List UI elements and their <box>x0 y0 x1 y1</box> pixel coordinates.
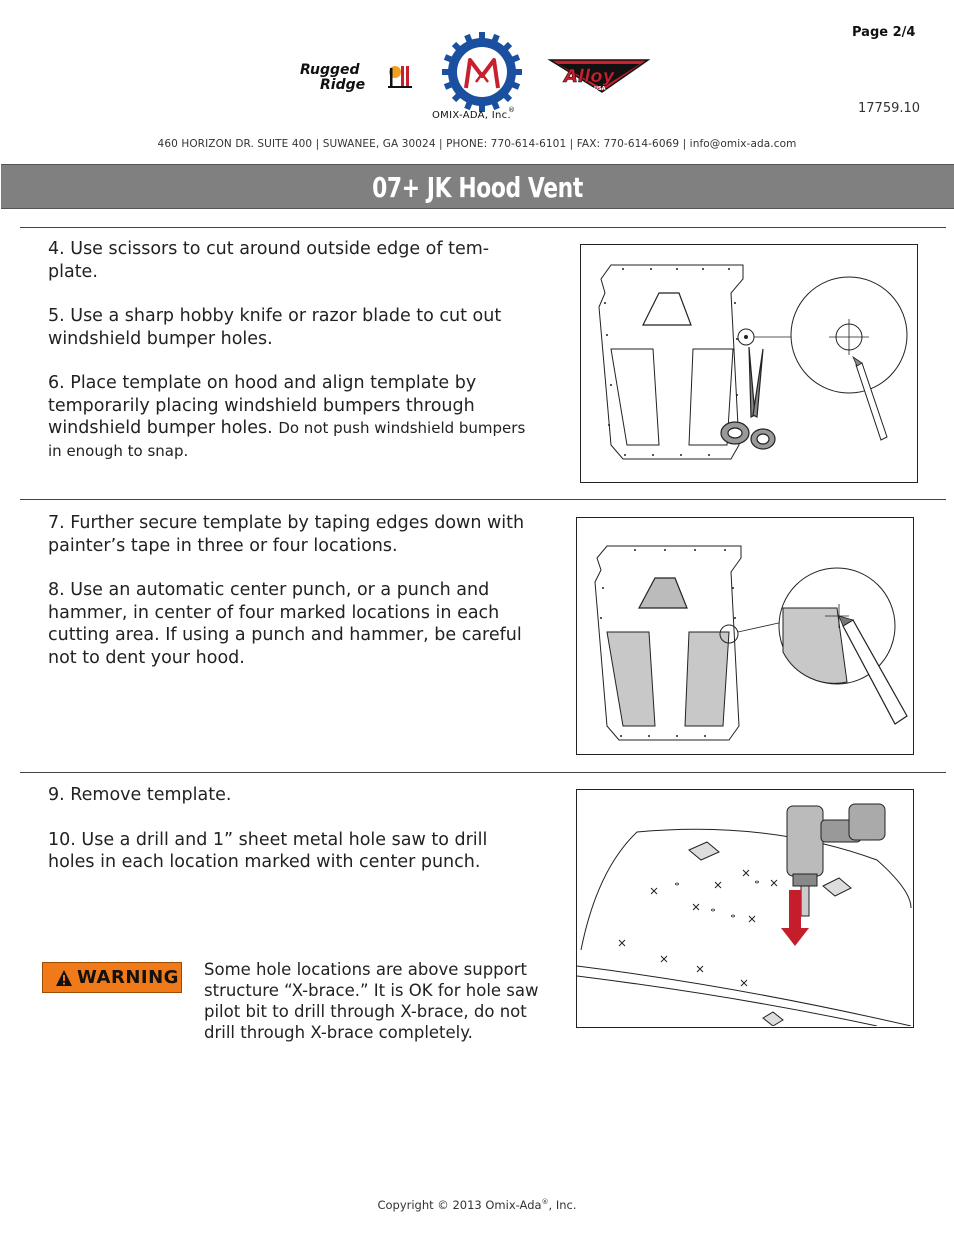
warning-triangle-icon <box>55 969 73 987</box>
section-1-text <box>48 238 526 484</box>
copyright <box>0 1198 954 1212</box>
warning-badge <box>42 962 182 993</box>
company-address: 460 HORIZON DR. SUITE 400 | SUWANEE, GA 30024 | PHONE: 770-614-6101 | FAX: 770-614-6069 | info@omix-ada.com <box>157 138 797 150</box>
copyright-text: Copyright © 2013 Omix-Ada <box>377 1198 542 1212</box>
section-divider <box>20 227 946 228</box>
copyright-suffix: , Inc. <box>548 1198 577 1212</box>
section-divider <box>20 772 946 773</box>
page-title: 07+ JK Hood Vent <box>372 171 583 204</box>
step-4: 4. Use scissors to cut around outside edge of tem-plate. <box>48 239 490 282</box>
step-10: 10. Use a drill and 1” sheet metal hole saw to drill holes in each location marked with center punch. <box>48 829 488 872</box>
ridge-logo-text: Ridge <box>320 77 366 93</box>
header-logos <box>0 0 954 140</box>
title-bar <box>1 164 954 209</box>
step-5: 5. Use a sharp hobby knife or razor blade to cut out windshield bumper holes. <box>48 306 502 349</box>
hobby-knife-icon <box>853 357 887 440</box>
drill-icon <box>787 804 885 916</box>
step-6-note: Do not push windshield bumpers in enough to snap. <box>48 419 526 460</box>
alloy-usa-logo <box>544 54 654 96</box>
page-number: Page 2/4 <box>852 25 916 40</box>
section-divider <box>20 499 946 500</box>
registered-mark: ® <box>541 1198 549 1207</box>
usa-logo-text: USA <box>594 86 606 92</box>
omix-ada-logo <box>440 30 524 114</box>
warning-label: WARNING <box>77 967 179 988</box>
figure-center-punch <box>576 517 914 755</box>
figure-drill-holes <box>576 789 914 1028</box>
warning-text: Some hole locations are above support structure “X-brace.” It is OK for hole saw pilot bit to drill through X-brace, do not drill through X-brace completely. <box>204 960 539 1042</box>
omix-company-name: OMIX-ADA, Inc. <box>432 110 511 121</box>
section-3-text <box>48 784 518 896</box>
step-8: 8. Use an automatic center punch, or a punch and hammer, in center of four marked locations in each cutting area. If using a punch and hammer, be careful not to dent your hood. <box>48 580 522 668</box>
svg-text:®: ® <box>508 106 515 114</box>
rugged-logo-text: Rugged <box>300 62 360 78</box>
step-6-text: 6. Place template on hood and align template by temporarily placing windshield bumpers through windshield bumper holes. <box>48 373 477 438</box>
part-number: 17759.10 <box>858 101 921 116</box>
step-7: 7. Further secure template by taping edges down with painter’s tape in three or four locations. <box>48 513 525 556</box>
scissors-icon <box>721 347 775 449</box>
step-9: 9. Remove template. <box>48 785 232 805</box>
step-6 <box>48 372 526 462</box>
alloy-logo-text: Alloy <box>564 66 615 87</box>
section-2-text <box>48 512 538 691</box>
rugged-ridge-logo <box>298 58 418 94</box>
figure-cut-template <box>580 244 918 483</box>
